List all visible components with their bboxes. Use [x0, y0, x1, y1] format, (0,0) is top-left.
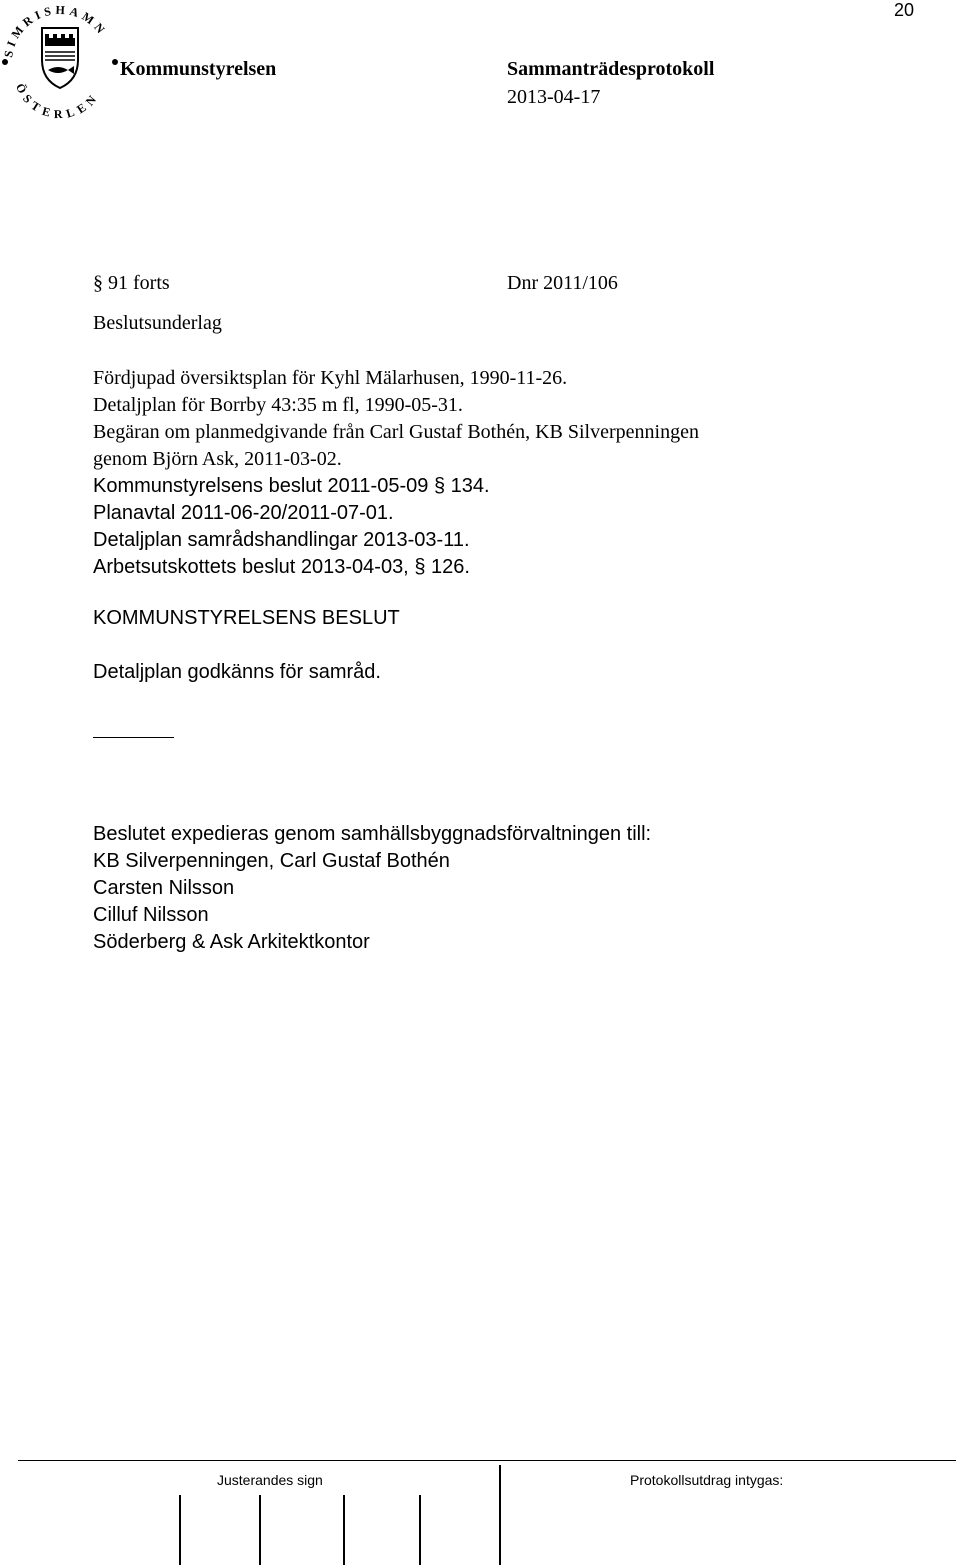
- footer-protokollsutdrag: Protokollsutdrag intygas:: [630, 1472, 784, 1488]
- underlag-item: Kommunstyrelsens beslut 2011-05-09 § 134.: [93, 475, 490, 497]
- svg-text:SIMRISHAMN: SIMRISHAMN: [1, 2, 111, 59]
- header-date: 2013-04-17: [507, 86, 601, 108]
- paragraph-ref-text: 91 forts: [108, 272, 170, 294]
- paragraph-sign: §: [433, 475, 446, 497]
- recipient: Carsten Nilsson: [93, 877, 235, 899]
- underlag-item: Arbetsutskottets beslut 2013-04-03, § 126.: [93, 556, 470, 578]
- beslut-heading: KOMMUNSTYRELSENS BESLUT: [93, 607, 400, 629]
- page-number: 20: [893, 0, 914, 20]
- paragraph-sign: §: [414, 556, 426, 578]
- dnr: Dnr 2011/106: [507, 272, 618, 294]
- underlag-item: genom Björn Ask, 2011-03-02.: [93, 448, 342, 470]
- recipient: Söderberg & Ask Arkitektkontor: [93, 931, 370, 953]
- underlag-item: Begäran om planmedgivande från Carl Gustaf Bothén, KB Silverpenningen: [93, 421, 699, 443]
- underlag-list-continued: [93, 473, 490, 581]
- separator-rule: [93, 737, 174, 738]
- underlag-item: Detaljplan för Borrby 43:35 m fl, 1990-05-31.: [93, 394, 463, 416]
- signature-box-divider: [259, 1495, 261, 1565]
- footer-justerandes-sign: Justerandes sign: [217, 1472, 323, 1488]
- header-organ: Kommunstyrelsen: [120, 58, 277, 80]
- svg-text:ÖSTERLEN: ÖSTERLEN: [12, 81, 103, 122]
- paragraph-sign: §: [93, 272, 103, 294]
- underlag-item: Fördjupad översiktsplan för Kyhl Mälarhusen, 1990-11-26.: [93, 367, 568, 389]
- signature-box-divider: [343, 1495, 345, 1565]
- section-heading-beslutsunderlag: Beslutsunderlag: [93, 312, 222, 334]
- expediering-intro: Beslutet expedieras genom samhällsbyggnadsförvaltningen till:: [93, 823, 652, 845]
- beslut-text: Detaljplan godkänns för samråd.: [93, 661, 381, 683]
- footer-divider: [499, 1465, 501, 1565]
- municipal-seal-logo: [0, 0, 120, 125]
- paragraph-reference: [93, 272, 170, 295]
- underlag-list: [93, 365, 699, 473]
- footer-rule: [18, 1460, 956, 1461]
- signature-box-divider: [179, 1495, 181, 1565]
- header-doc-type: Sammanträdesprotokoll: [507, 58, 715, 80]
- recipient: KB Silverpenningen, Carl Gustaf Bothén: [93, 850, 450, 872]
- recipient: Cilluf Nilsson: [93, 904, 209, 926]
- expediering-block: [93, 821, 651, 956]
- underlag-item: Detaljplan samrådshandlingar 2013-03-11.: [93, 529, 470, 551]
- underlag-item: Planavtal 2011-06-20/2011-07-01.: [93, 502, 394, 524]
- signature-box-divider: [419, 1495, 421, 1565]
